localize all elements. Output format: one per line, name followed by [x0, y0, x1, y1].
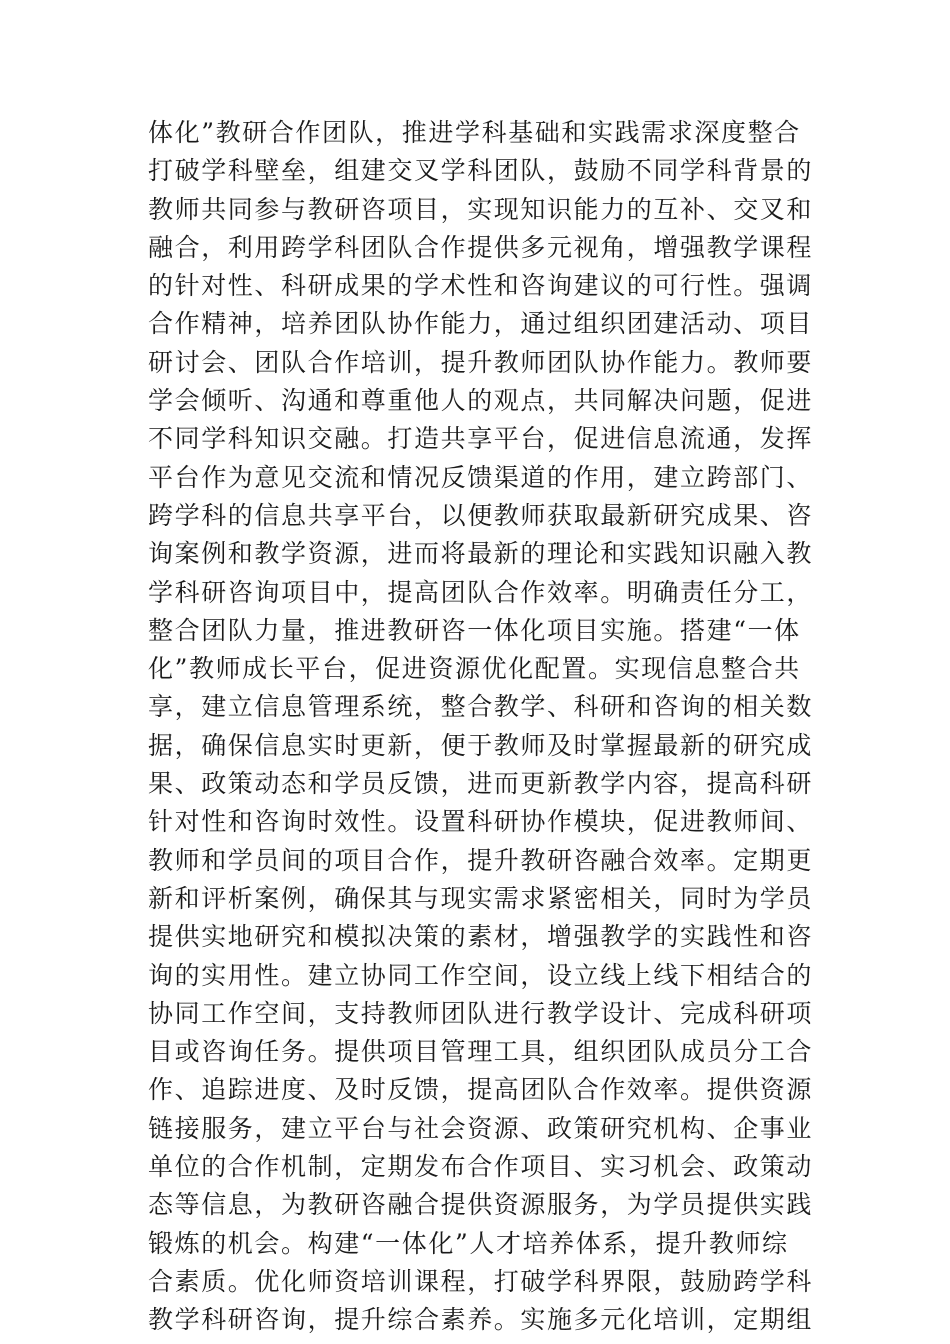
text-line: 链接服务，建立平台与社会资源、政策研究机构、企事业: [148, 1113, 814, 1143]
text-line: 询的实用性。建立协同工作空间，设立线上线下相结合的: [148, 960, 814, 990]
text-line: 化”教师成长平台，促进资源优化配置。实现信息整合共: [148, 654, 801, 684]
text-line: 作、追踪进度、及时反馈，提高团队合作效率。提供资源: [148, 1075, 814, 1105]
text-line: 体化”教研合作团队，推进学科基础和实践需求深度整合: [148, 118, 801, 147]
text-line: 平台作为意见交流和情况反馈渠道的作用，建立跨部门、: [148, 462, 814, 492]
text-line: 打破学科壁垒，组建交叉学科团队，鼓励不同学科背景的: [148, 156, 814, 186]
text-line: 合素质。优化师资培训课程，打破学科界限，鼓励跨学科: [148, 1266, 814, 1296]
text-line: 提供实地研究和模拟决策的素材，增强教学的实践性和咨: [148, 922, 814, 952]
text-line: 新和评析案例，确保其与现实需求紧密相关，同时为学员: [148, 883, 814, 913]
text-line: 教学科研咨询，提升综合素养。实施多元化培训，定期组: [148, 1305, 814, 1335]
text-line: 研讨会、团队合作培训，提升教师团队协作能力。教师要: [148, 347, 814, 377]
text-line: 跨学科的信息共享平台，以便教师获取最新研究成果、咨: [148, 500, 814, 530]
text-line: 整合团队力量，推进教研咨一体化项目实施。搭建“一体: [148, 615, 801, 645]
text-line: 协同工作空间，支持教师团队进行教学设计、完成科研项: [148, 998, 814, 1028]
text-line: 果、政策动态和学员反馈，进而更新教学内容，提高科研: [148, 769, 814, 799]
text-line: 学科研咨询项目中，提高团队合作效率。明确责任分工，: [148, 577, 814, 607]
text-line: 目或咨询任务。提供项目管理工具，组织团队成员分工合: [148, 1037, 814, 1067]
text-line: 询案例和教学资源，进而将最新的理论和实践知识融入教: [148, 539, 814, 569]
body-text: [148, 114, 814, 1340]
text-line: 教师共同参与教研咨项目，实现知识能力的互补、交叉和: [148, 194, 814, 224]
text-line: 单位的合作机制，定期发布合作项目、实习机会、政策动: [148, 1152, 814, 1182]
text-line: 的针对性、科研成果的学术性和咨询建议的可行性。强调: [148, 271, 814, 301]
text-line: 针对性和咨询时效性。设置科研协作模块，促进教师间、: [148, 807, 814, 837]
text-line: 合作精神，培养团队协作能力，通过组织团建活动、项目: [148, 309, 814, 339]
text-line: 不同学科知识交融。打造共享平台，促进信息流通，发挥: [148, 424, 814, 454]
text-line: 融合，利用跨学科团队合作提供多元视角，增强教学课程: [148, 232, 814, 262]
text-line: 享，建立信息管理系统，整合教学、科研和咨询的相关数: [148, 692, 814, 722]
text-line: 学会倾听、沟通和尊重他人的观点，共同解决问题，促进: [148, 386, 814, 416]
text-line: 锻炼的机会。构建“一体化”人才培养体系，提升教师综: [148, 1228, 789, 1258]
text-line: 教师和学员间的项目合作，提升教研咨融合效率。定期更: [148, 845, 814, 875]
text-line: 据，确保信息实时更新，便于教师及时掌握最新的研究成: [148, 730, 814, 760]
text-line: 态等信息，为教研咨融合提供资源服务，为学员提供实践: [148, 1190, 814, 1220]
